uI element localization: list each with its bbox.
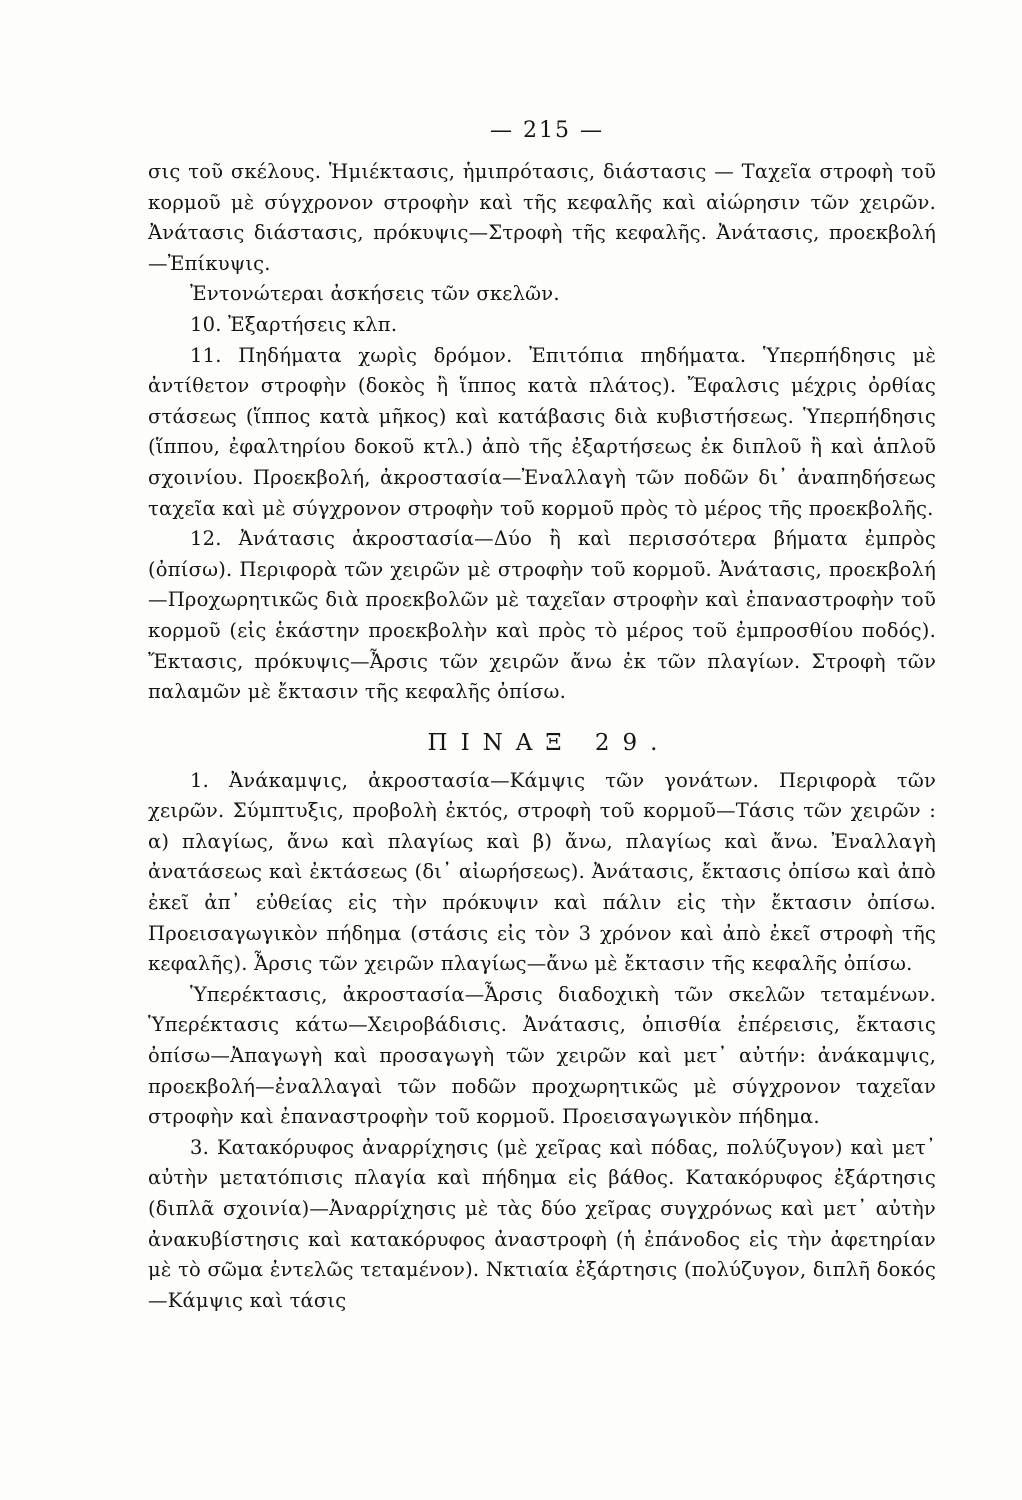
paragraph-item-12: 12. Ἀνάτασις ἀκροστασία—Δύο ἢ καὶ περισσότερα βήματα ἐμπρὸς (ὀπίσω). Περιφορὰ τῶν χειρῶν μὲ στροφὴν τοῦ κορμοῦ. Ἀνάτασις, προεκβολή—Προχωρητικῶς διὰ προεκβολῶν μὲ ταχεῖαν στροφὴν καὶ ἐπαναστροφὴν τοῦ κορμοῦ (εἰς ἑκάστην προεκβολὴν καὶ πρὸς τὸ μέρος τοῦ ἐμπροσθίου ποδός). Ἔκτασις, πρόκυψις—Ἆρσις τῶν χειρῶν ἄνω ἐκ τῶν πλαγίων. Στροφὴ τῶν παλαμῶν μὲ ἔκτασιν τῆς κεφαλῆς ὀπίσω.	[148, 527, 936, 704]
paragraph-item-10: 10. Ἐξαρτήσεις κλπ.	[190, 312, 398, 336]
paragraph-hyperextension: Ὑπερέκτασις, ἀκροστασία—Ἆρσις διαδοχικὴ τῶν σκελῶν τεταμένων. Ὑπερέκτασις κάτω—Χειροβάδισις. Ἀνάτασις, ὀπισθία ἐπέρεισις, ἔκτασις ὀπίσω—Ἀπαγωγὴ καὶ προσαγωγὴ τῶν χειρῶν καὶ μετ᾽ αὐτήν: ἀνάκαμψις, προεκβολή—ἐναλλαγαὶ τῶν ποδῶν προχωρητικῶς μὲ σύγχρονον ταχεῖαν στροφὴν καὶ ἐπαναστροφὴν τοῦ κορμοῦ. Προεισαγωγικὸν πήδημα.	[148, 982, 936, 1129]
table-heading: ΠΙΝΑΞ 29.	[427, 729, 671, 756]
paragraph-item-3: 3. Κατακόρυφος ἀναρρίχησις (μὲ χεῖρας καὶ πόδας, πολύζυγον) καὶ μετ᾽ αὐτὴν μετατόπισις πλαγία καὶ πήδημα εἰς βάθος. Κατακόρυφος ἐξάρτησις (διπλᾶ σχοινία)—Ἀναρρίχησις μὲ τὰς δύο χεῖρας συγχρόνως καὶ μετ᾽ αὐτὴν ἀνακυβίστησις καὶ κατακόρυφος ἀναστροφὴ (ἡ ἐπάνοδος εἰς τὴν ἀφετηρίαν μὲ τὸ σῶμα ἐντελῶς τεταμένον). Νκτιαία ἐξάρτησις (πολύζυγον, διπλῆ δοκός—Κάμψις καὶ τάσις	[148, 1135, 936, 1312]
paragraph-item-11: 11. Πηδήματα χωρὶς δρόμον. Ἐπιτόπια πηδήματα. Ὑπερπήδησις μὲ ἀντίθετον στροφὴν (δοκὸς ἢ ἵππος κατὰ πλάτος). Ἔφαλσις μέχρις ὀρθίας στάσεως (ἵππος κατὰ μῆκος) καὶ κατάβασις διὰ κυβιστήσεως. Ὑπερπήδησις (ἵππου, ἐφαλτηρίου δοκοῦ κτλ.) ἀπὸ τῆς ἐξαρτήσεως ἐκ διπλοῦ ἢ καὶ ἁπλοῦ σχοινίου. Προεκβολή, ἀκροστασία—Ἐναλλαγὴ τῶν ποδῶν δι᾽ ἀναπηδήσεως ταχεῖα καὶ μὲ σύγχρονον στροφὴν τοῦ κορμοῦ πρὸς τὸ μέρος τῆς προεκβολῆς.	[148, 343, 936, 520]
paragraph-item-1: 1. Ἀνάκαμψις, ἀκροστασία—Κάμψις τῶν γονάτων. Περιφορὰ τῶν χειρῶν. Σύμπτυξις, προβολὴ ἐκτός, στροφὴ τοῦ κορμοῦ—Τάσις τῶν χειρῶν : α) πλαγίως, ἄνω καὶ πλαγίως καὶ β) ἄνω, πλαγίως καὶ ἄνω. Ἐναλλαγὴ ἀνατάσεως καὶ ἐκτάσεως (δι᾽ αἰωρήσεως). Ἀνάτασις, ἔκτασις ὀπίσω καὶ ἀπὸ ἐκεῖ ἀπ᾽ εὐθείας εἰς τὴν πρόκυψιν καὶ πάλιν εἰς τὴν ἔκτασιν ὀπίσω. Προεισαγωγικὸν πήδημα (στάσις εἰς τὸν 3 χρόνον καὶ ἀπὸ ἐκεῖ στροφὴ τῆς κεφαλῆς). Ἆρσις τῶν χειρῶν πλαγίως—ἄνω μὲ ἔκτασιν τῆς κεφαλῆς ὀπίσω.	[148, 768, 936, 976]
paragraph-continuation: σις τοῦ σκέλους. Ἡμιέκτασις, ἡμιπρότασις, διάστασις — Ταχεῖα στροφὴ τοῦ κορμοῦ μὲ σύγχρονον στροφὴν καὶ τῆς κεφαλῆς καὶ αἰώρησιν τῶν χειρῶν. Ἀνάτασις διάστασις, πρόκυψις—Στροφὴ τῆς κεφαλῆς. Ἀνάτασις, προεκβολή—Ἐπίκυψις.	[148, 160, 936, 275]
page-number: — 215 —	[490, 118, 604, 143]
paragraph-leg-exercises: Ἐντονώτεραι ἀσκήσεις τῶν σκελῶν.	[190, 282, 560, 306]
